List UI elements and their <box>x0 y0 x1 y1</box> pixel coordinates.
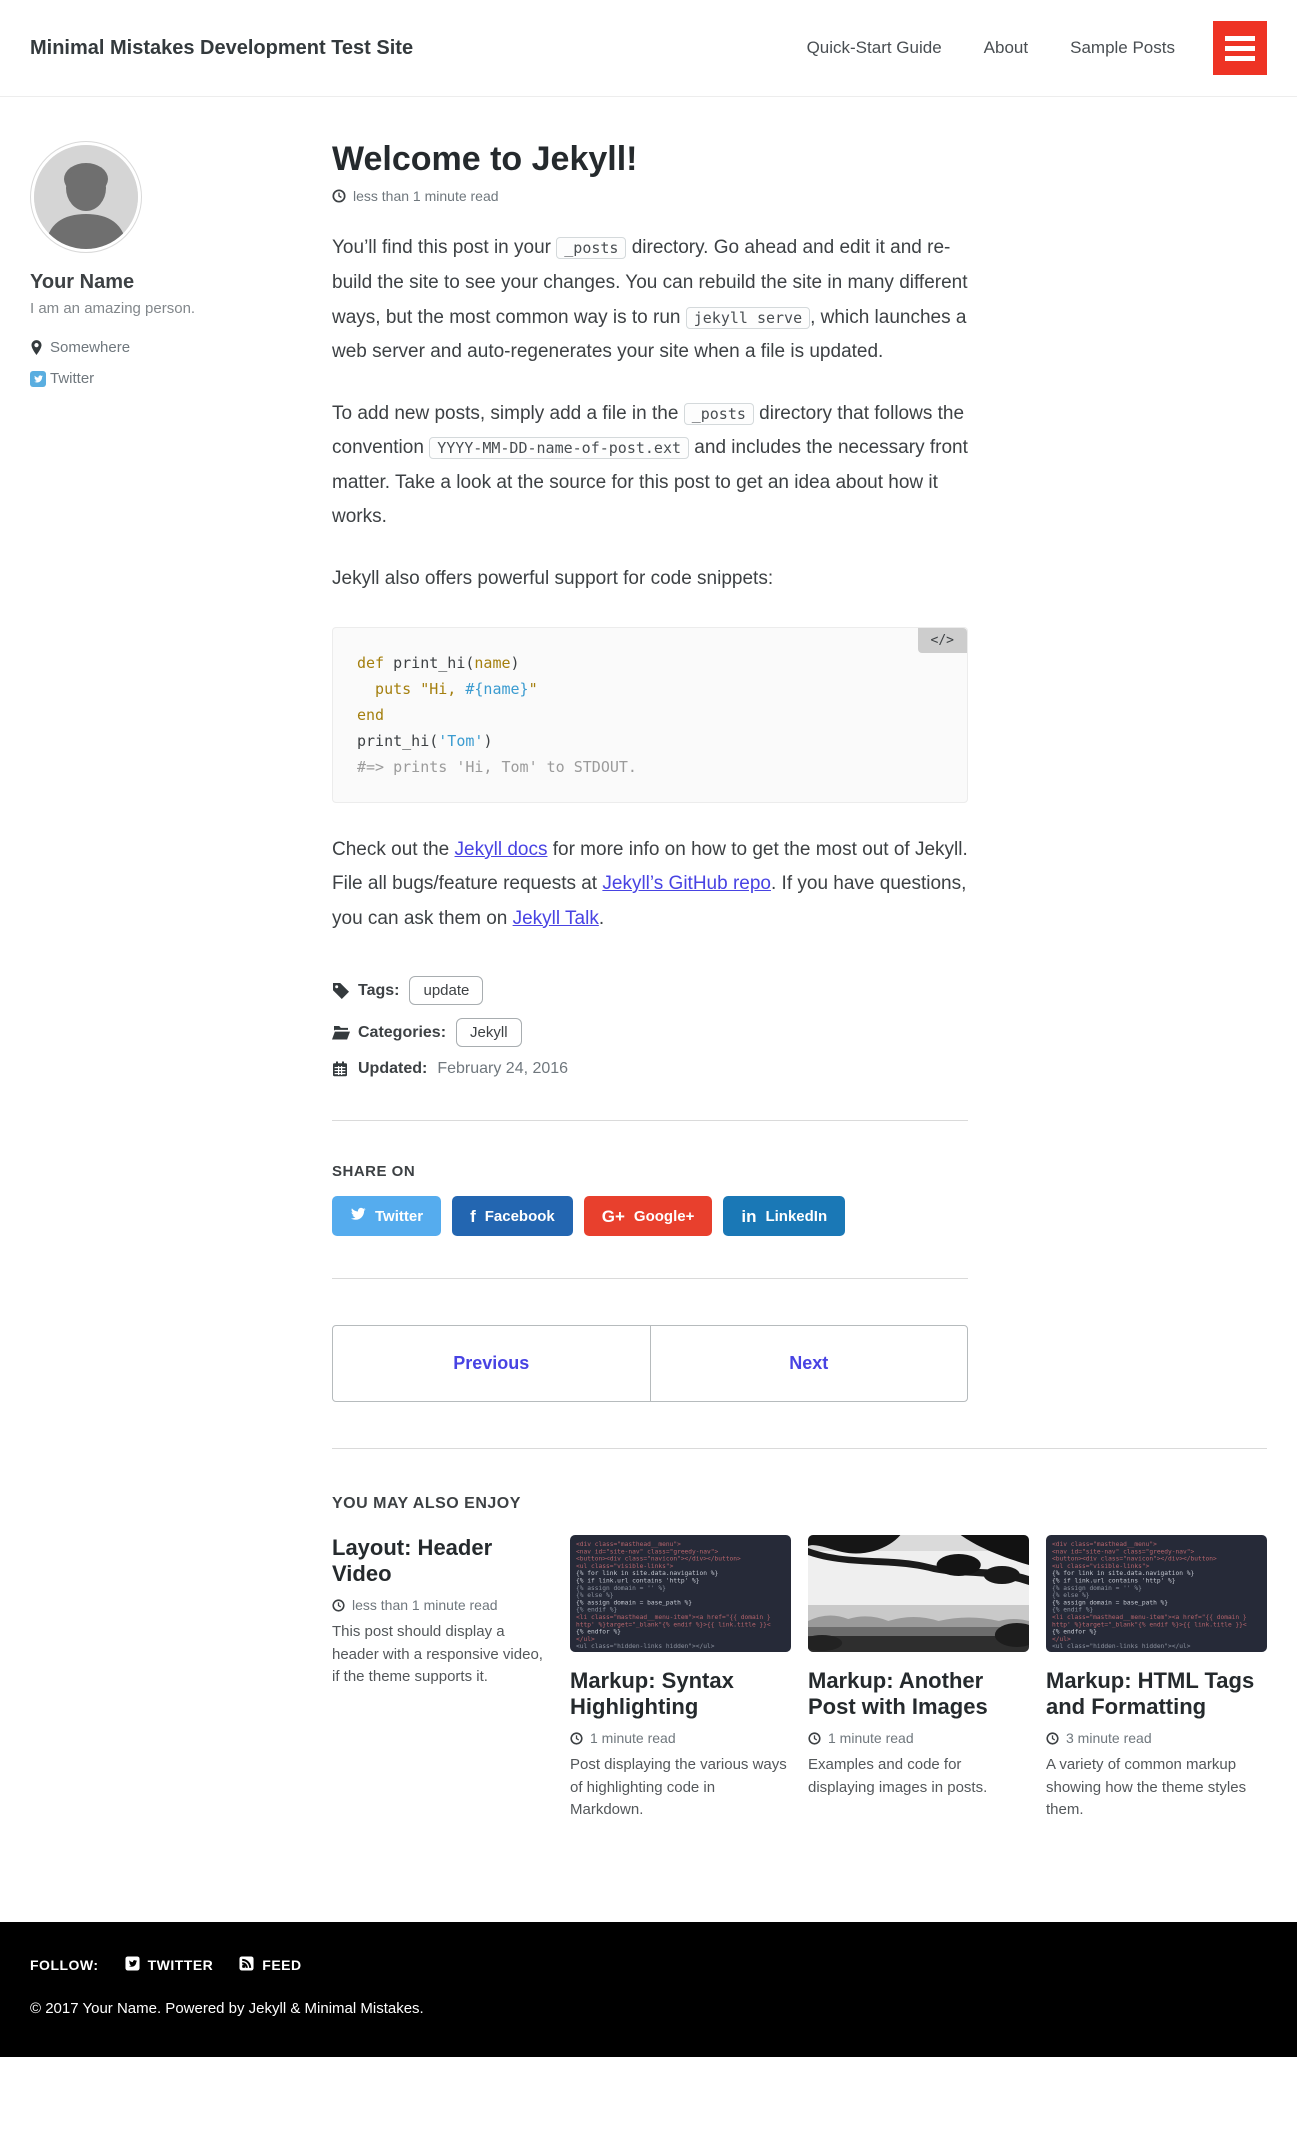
post-pagination <box>332 1325 968 1402</box>
share-linkedin-button[interactable]: in LinkedIn <box>723 1196 845 1236</box>
site-title-link[interactable]: Minimal Mistakes Development Test Site <box>30 36 414 59</box>
svg-text:{% if link.url contains 'http': {% if link.url contains 'http' %} <box>1052 1577 1176 1585</box>
paragraph-2: To add new posts, simply add a file in the _posts directory that follows the convention YYYY-MM-DD-name-of-post.ext and includes the necessary front matter. Take a look at the source for this post to get an idea about how it works. <box>332 402 968 528</box>
post-title: Welcome to Jekyll! <box>332 140 638 178</box>
footer-feed-link[interactable]: FEED <box>239 1956 301 1974</box>
nav-link-about[interactable]: About <box>983 38 1029 57</box>
location-pin-icon <box>30 340 50 356</box>
code-icon: </> <box>930 632 954 648</box>
post-article <box>332 141 968 1402</box>
related-post-title[interactable]: Markup: Syntax Highlighting <box>570 1668 734 1720</box>
clock-icon <box>570 1732 583 1745</box>
jekyll-talk-link[interactable]: Jekyll Talk <box>512 907 599 929</box>
linkedin-icon: in <box>741 1206 757 1226</box>
related-post-card: <div class="masthead__menu"> <nav id="site-nav" class="greedy-nav"> <button><div class="navicon"></div></button> <ul class="visible-links"> {% for link in site.data.navigation %} {% if link.url contains 'http' %} {% assign domain = '' %} {% else %} {% assign domain = base_path %} {% endif %} <li class="masthead__menu-item"><a href="{{ domain } http' %}target="_blank"{% endif %}>{{ link.title }}< {% endfor %} </ul> <ul class="hidden-links hidden"></ul> Markup: Syntax Highlighting 1 minute read Post displaying the various ways of highlighting code in Markdown. <box>570 1535 791 1821</box>
read-time: less than 1 minute read <box>332 188 968 204</box>
site-footer <box>0 1922 1297 2057</box>
category-pill-jekyll[interactable]: Jekyll <box>456 1018 522 1047</box>
masthead-nav <box>765 38 1175 58</box>
twitter-icon <box>30 371 50 387</box>
google-plus-icon: G+ <box>601 1206 625 1226</box>
calendar-icon <box>332 1061 358 1077</box>
related-post-image-foggy-landscape[interactable] <box>808 1535 1029 1652</box>
svg-text:<ul class="visible-links">: <ul class="visible-links"> <box>1052 1563 1150 1571</box>
categories-row: Categories: Jekyll <box>332 1018 968 1047</box>
related-post-excerpt: Post displaying the various ways of highlighting code in Markdown. <box>570 1756 787 1819</box>
svg-text:{% for link in site.data.navig: {% for link in site.data.navigation %} <box>576 1570 719 1578</box>
related-post-title[interactable]: Layout: Header Video <box>332 1535 493 1587</box>
folder-icon <box>332 1025 358 1040</box>
related-post-card: Markup: Another Post with Images 1 minute read Examples and code for displaying images in posts. <box>808 1535 1029 1821</box>
svg-text:{% assign domain = base_path %: {% assign domain = base_path %} <box>576 1599 693 1607</box>
svg-text:{% endif %}: {% endif %} <box>576 1607 618 1615</box>
share-facebook-button[interactable]: f Facebook <box>452 1196 573 1236</box>
person-silhouette-icon <box>34 145 138 249</box>
author-location: Somewhere <box>30 339 332 356</box>
share-twitter-button[interactable]: Twitter <box>332 1196 441 1236</box>
divider <box>332 1278 968 1279</box>
svg-text:<li class="masthead__menu-item: <li class="masthead__menu-item"><a href="{{ domain } <box>576 1614 771 1622</box>
svg-text:{% else %}: {% else %} <box>576 1592 614 1600</box>
post-meta <box>332 976 968 1078</box>
author-sidebar <box>30 97 332 1922</box>
jekyll-docs-link[interactable]: Jekyll docs <box>454 838 548 860</box>
related-post-title[interactable]: Markup: HTML Tags and Formatting <box>1046 1668 1255 1720</box>
svg-text:<div class="masthead__menu">: <div class="masthead__menu"> <box>1052 1541 1157 1549</box>
code-snippet-block: </> def print_hi(name) puts "Hi, #{name}" end print_hi('Tom') #=> prints 'Hi, Tom' to STDOUT. <box>332 627 968 803</box>
nav-link-sample-posts[interactable]: Sample Posts <box>1070 38 1175 57</box>
svg-text:<button><div class="navicon"><: <button><div class="navicon"></div></button> <box>1052 1555 1217 1563</box>
jekyll-github-repo-link[interactable]: Jekyll’s GitHub repo <box>602 873 771 895</box>
clock-icon <box>332 1599 345 1612</box>
related-posts-heading: YOU MAY ALSO ENJOY <box>332 1495 521 1513</box>
clock-icon <box>1046 1732 1059 1745</box>
inline-code: _posts <box>556 237 626 259</box>
main-content <box>332 97 1267 1922</box>
updated-row: Updated: February 24, 2016 <box>332 1060 968 1078</box>
avatar <box>30 141 142 253</box>
paragraph-3: Jekyll also offers powerful support for code snippets: <box>332 568 774 590</box>
toggle-code-button[interactable] <box>918 628 967 653</box>
related-post-image-code-screenshot[interactable] <box>570 1535 791 1652</box>
related-posts-section <box>332 1495 1267 1921</box>
svg-text:<ul class="visible-links">: <ul class="visible-links"> <box>576 1563 674 1571</box>
svg-text:{% assign domain = '' %}: {% assign domain = '' %} <box>1052 1585 1142 1593</box>
svg-text:<nav id="site-nav" class="gree: <nav id="site-nav" class="greedy-nav"> <box>576 1548 719 1556</box>
author-bio: I am an amazing person. <box>30 300 196 317</box>
hamburger-menu-button[interactable] <box>1213 21 1267 75</box>
facebook-icon: f <box>470 1206 476 1226</box>
related-post-card: <div class="masthead__menu"> <nav id="site-nav" class="greedy-nav"> <button><div class="navicon"></div></button> <ul class="visible-links"> {% for link in site.data.navigation %} {% if link.url contains 'http' %} {% assign domain = '' %} {% else %} {% assign domain = base_path %} {% endif %} <li class="masthead__menu-item"><a href="{{ domain } http' %}target="_blank"{% endif %}>{{ link.title }}< {% endfor %} </ul> <ul class="hidden-links hidden"></ul> Markup: HTML Tags and Formatting 3 minute read A variety of common markup showing how the theme styles them. <box>1046 1535 1267 1821</box>
related-post-title[interactable]: Markup: Another Post with Images <box>808 1668 988 1720</box>
twitter-square-icon <box>125 1956 140 1974</box>
svg-text:{% endif %}: {% endif %} <box>1052 1607 1094 1615</box>
author-name: Your Name <box>30 271 135 293</box>
clock-icon <box>808 1732 821 1745</box>
svg-text:http' %}target="_blank"{% endi: http' %}target="_blank"{% endif %}>{{ link.title }}< <box>576 1621 771 1629</box>
nav-link-quick-start-guide[interactable]: Quick-Start Guide <box>806 38 942 57</box>
svg-text:{% for link in site.data.navig: {% for link in site.data.navigation %} <box>1052 1570 1195 1578</box>
svg-text:<ul class="hidden-links hidden: <ul class="hidden-links hidden"></ul> <box>576 1643 715 1651</box>
related-post-card: Layout: Header Video less than 1 minute read This post should display a header with a responsive video, if the theme supports it. <box>332 1535 553 1821</box>
author-twitter-link[interactable]: Twitter <box>30 370 332 387</box>
tags-row: Tags: update <box>332 976 968 1005</box>
share-heading: SHARE ON <box>332 1163 416 1181</box>
svg-text:<ul class="hidden-links hidden: <ul class="hidden-links hidden"></ul> <box>1052 1643 1191 1651</box>
svg-text:{% assign domain = '' %}: {% assign domain = '' %} <box>576 1585 666 1593</box>
svg-text:<nav id="site-nav" class="gree: <nav id="site-nav" class="greedy-nav"> <box>1052 1548 1195 1556</box>
divider <box>332 1120 968 1121</box>
hamburger-icon <box>1225 36 1255 41</box>
svg-text:http' %}target="_blank"{% endi: http' %}target="_blank"{% endif %}>{{ link.title }}< <box>1052 1621 1247 1629</box>
masthead <box>0 0 1297 97</box>
related-post-excerpt: A variety of common markup showing how the theme styles them. <box>1046 1756 1247 1819</box>
tag-pill-update[interactable]: update <box>409 976 483 1005</box>
svg-text:{% endfor %}: {% endfor %} <box>576 1628 621 1636</box>
share-googleplus-button[interactable]: G+ Google+ <box>584 1196 713 1236</box>
svg-text:{% endfor %}: {% endfor %} <box>1052 1628 1097 1636</box>
footer-twitter-link[interactable]: TWITTER <box>125 1956 214 1974</box>
related-post-excerpt: Examples and code for displaying images in posts. <box>808 1756 988 1796</box>
previous-post-button[interactable]: Previous <box>453 1353 530 1374</box>
svg-text:<li class="masthead__menu-item: <li class="masthead__menu-item"><a href="{{ domain } <box>1052 1614 1247 1622</box>
twitter-bird-icon <box>350 1207 366 1225</box>
tag-icon <box>332 982 358 999</box>
svg-text:{% if link.url contains 'http': {% if link.url contains 'http' %} <box>576 1577 700 1585</box>
inline-code: YYYY-MM-DD-name-of-post.ext <box>429 437 689 459</box>
svg-text:{% else %}: {% else %} <box>1052 1592 1090 1600</box>
clock-icon <box>332 189 346 203</box>
svg-text:<div class="masthead__menu">: <div class="masthead__menu"> <box>576 1541 681 1549</box>
svg-text:<button><div class="navicon"><: <button><div class="navicon"></div></button> <box>576 1555 741 1563</box>
rss-feed-icon <box>239 1956 254 1974</box>
paragraph-4: Check out the Jekyll docs for more info on how to get the most out of Jekyll. File all bugs/feature requests at Jekyll’s GitHub repo. If you have questions, you can ask them on Jekyll Talk. <box>332 838 968 929</box>
follow-label: FOLLOW: <box>30 1956 99 1973</box>
svg-text:</ul>: </ul> <box>1052 1636 1071 1644</box>
svg-text:</ul>: </ul> <box>576 1636 595 1644</box>
section-divider <box>332 1448 1267 1449</box>
paragraph-1: You’ll find this post in your _posts directory. Go ahead and edit it and re-build the site to see your changes. You can rebuild the site in many different ways, but the most common way is to run jekyll serve , which launches a web server and auto-regenerates your site when a file is updated. <box>332 237 968 363</box>
inline-code: _posts <box>684 403 754 425</box>
share-section <box>332 1163 968 1236</box>
related-post-excerpt: This post should display a header with a responsive video, if the theme supports it. <box>332 1623 543 1686</box>
updated-date: February 24, 2016 <box>437 1060 569 1078</box>
next-post-button[interactable]: Next <box>650 1326 968 1401</box>
copyright-notice: © 2017 Your Name. Powered by Jekyll & Minimal Mistakes. <box>30 1999 424 2017</box>
related-post-image-code-screenshot[interactable] <box>1046 1535 1267 1652</box>
page-body <box>0 97 1297 1922</box>
inline-code: jekyll serve <box>686 307 810 329</box>
svg-text:{% assign domain = base_path %: {% assign domain = base_path %} <box>1052 1599 1169 1607</box>
